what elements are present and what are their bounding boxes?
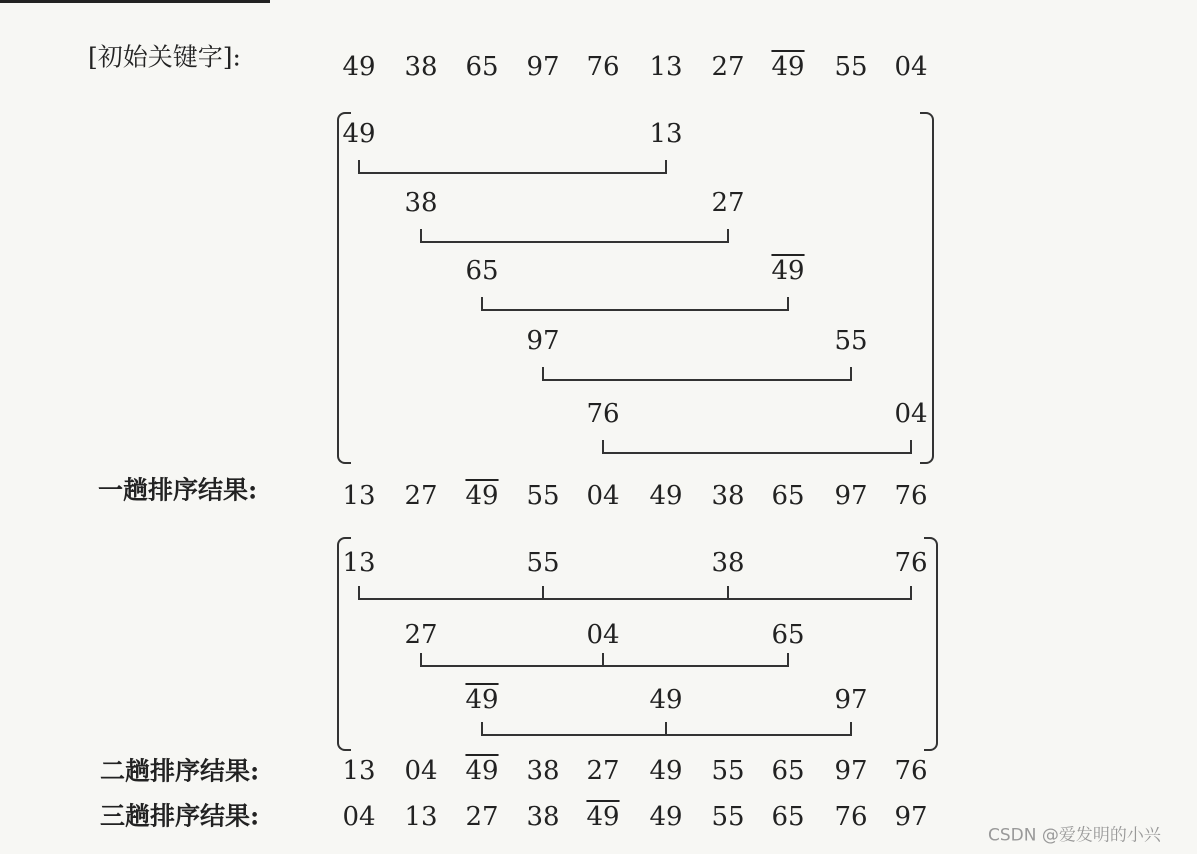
gap3-group-connector (420, 665, 789, 667)
pass3-key: 76 (834, 802, 868, 832)
connector-tick (602, 653, 604, 665)
connector-tick (420, 653, 422, 665)
group1-left-bracket (337, 112, 351, 464)
pass2-result-label: 二趟排序结果: (100, 756, 260, 786)
pass2-key: 55 (711, 756, 745, 786)
connector-tick (787, 297, 789, 309)
pass3-key: 49 (586, 802, 620, 832)
gap5-group-key: 55 (834, 326, 868, 356)
pass2-key: 97 (834, 756, 868, 786)
pass2-key: 65 (771, 756, 805, 786)
pass2-key: 13 (342, 756, 376, 786)
connector-tick (850, 367, 852, 379)
connector-tick (727, 229, 729, 241)
pass2-key: 49 (649, 756, 683, 786)
pass2-key: 76 (894, 756, 928, 786)
watermark: CSDN @爱发明的小兴 (988, 825, 1161, 846)
gap5-group-key: 13 (649, 119, 683, 149)
initial-key: 76 (586, 52, 620, 82)
pass1-result-label: 一趟排序结果: (98, 475, 258, 505)
gap5-group-connector (602, 452, 912, 454)
pass3-key: 13 (404, 802, 438, 832)
pass3-key: 38 (526, 802, 560, 832)
pass2-key: 04 (404, 756, 438, 786)
connector-tick (358, 160, 360, 172)
connector-tick (481, 722, 483, 734)
gap3-group-key: 13 (342, 548, 376, 578)
gap5-group-key: 65 (465, 256, 499, 286)
pass3-key: 49 (649, 802, 683, 832)
gap3-group-key: 49 (649, 685, 683, 715)
gap3-group-key: 27 (404, 620, 438, 650)
pass1-key: 04 (586, 481, 620, 511)
connector-tick (787, 653, 789, 665)
gap5-group-key: 97 (526, 326, 560, 356)
gap3-group-key: 04 (586, 620, 620, 650)
pass1-key: 55 (526, 481, 560, 511)
cropped-title-fragment (0, 0, 270, 3)
initial-keys-label: [初始关键字]: (88, 42, 241, 72)
pass3-result-label: 三趟排序结果: (100, 801, 260, 831)
gap5-group-connector (358, 172, 667, 174)
pass1-key: 49 (649, 481, 683, 511)
connector-tick (727, 586, 729, 598)
connector-tick (420, 229, 422, 241)
gap3-group-key: 49 (465, 685, 499, 715)
initial-key: 04 (894, 52, 928, 82)
gap3-group-key: 55 (526, 548, 560, 578)
connector-tick (665, 722, 667, 734)
pass1-key: 65 (771, 481, 805, 511)
gap5-group-connector (420, 241, 729, 243)
pass2-key: 38 (526, 756, 560, 786)
gap5-group-key: 49 (771, 256, 805, 286)
gap3-group-key: 65 (771, 620, 805, 650)
gap5-group-key: 38 (404, 188, 438, 218)
pass3-key: 55 (711, 802, 745, 832)
gap5-group-key: 76 (586, 399, 620, 429)
connector-tick (542, 367, 544, 379)
pass1-key: 49 (465, 481, 499, 511)
pass3-key: 97 (894, 802, 928, 832)
pass1-key: 97 (834, 481, 868, 511)
gap5-group-key: 49 (342, 119, 376, 149)
pass2-key: 49 (465, 756, 499, 786)
connector-tick (542, 586, 544, 598)
pass1-key: 38 (711, 481, 745, 511)
pass2-key: 27 (586, 756, 620, 786)
gap5-group-key: 04 (894, 399, 928, 429)
pass3-key: 04 (342, 802, 376, 832)
pass1-key: 76 (894, 481, 928, 511)
initial-key: 38 (404, 52, 438, 82)
initial-key: 55 (834, 52, 868, 82)
initial-key: 13 (649, 52, 683, 82)
pass1-key: 13 (342, 481, 376, 511)
initial-key: 97 (526, 52, 560, 82)
pass3-key: 65 (771, 802, 805, 832)
gap3-group-key: 76 (894, 548, 928, 578)
initial-key: 49 (771, 52, 805, 82)
connector-tick (850, 722, 852, 734)
connector-tick (481, 297, 483, 309)
connector-tick (602, 440, 604, 452)
initial-key: 65 (465, 52, 499, 82)
gap3-group-connector (358, 598, 912, 600)
gap5-group-key: 27 (711, 188, 745, 218)
connector-tick (665, 160, 667, 172)
pass1-key: 27 (404, 481, 438, 511)
gap3-group-connector (481, 734, 852, 736)
connector-tick (910, 440, 912, 452)
gap3-group-key: 38 (711, 548, 745, 578)
pass3-key: 27 (465, 802, 499, 832)
connector-tick (910, 586, 912, 598)
gap5-group-connector (481, 309, 789, 311)
gap3-group-key: 97 (834, 685, 868, 715)
initial-key: 49 (342, 52, 376, 82)
initial-key: 27 (711, 52, 745, 82)
gap5-group-connector (542, 379, 852, 381)
connector-tick (358, 586, 360, 598)
